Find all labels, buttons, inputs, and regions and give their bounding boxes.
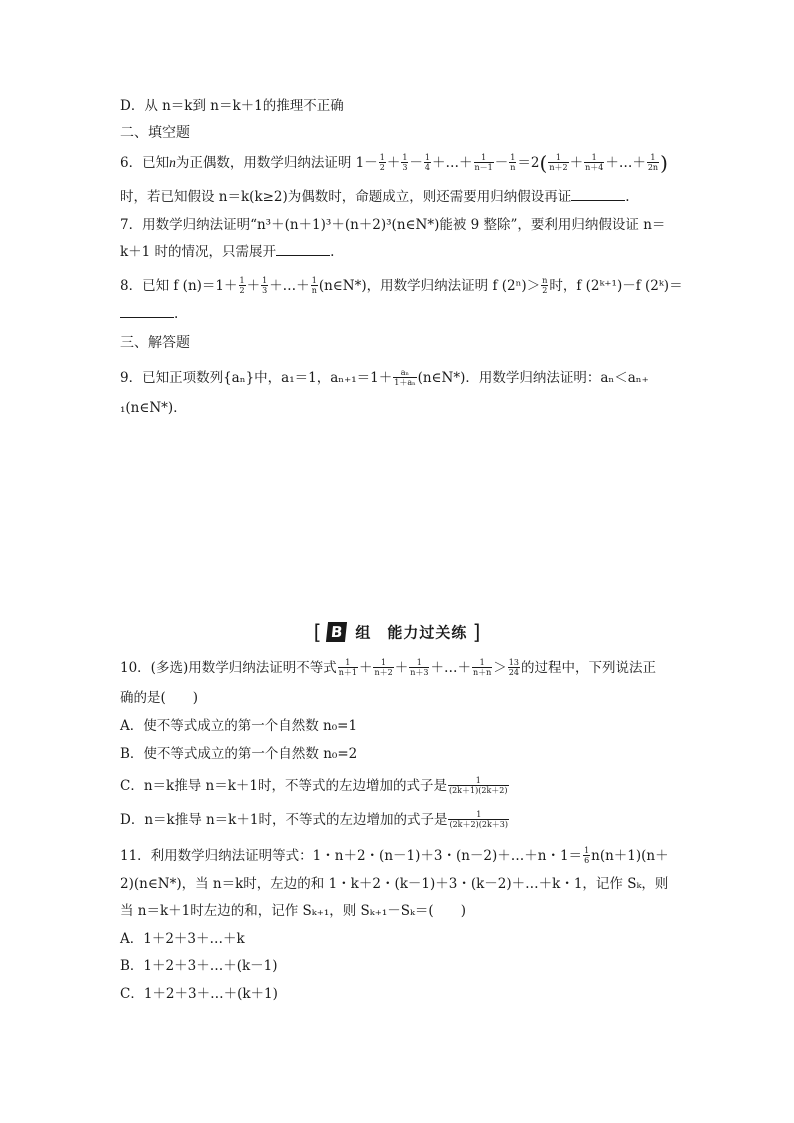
- q10-option-a[interactable]: A．使不等式成立的第一个自然数 n₀=1: [120, 718, 358, 734]
- frac-1-4: $\frac{1}{4}$: [424, 153, 431, 172]
- op: ＋: [358, 660, 373, 676]
- paren-right: ): [660, 150, 668, 175]
- q8-fn: f (n)＝1＋: [173, 278, 238, 294]
- op: ＋: [394, 660, 409, 676]
- q9-e: aₙ＜aₙ₊: [600, 370, 649, 386]
- frac-1-2: $\frac{1}{2}$: [379, 153, 385, 172]
- q11-option-b[interactable]: B．1＋2＋3＋…＋(k－1): [120, 958, 278, 974]
- op: ＋…＋: [605, 155, 646, 171]
- q6-hyp: n＝k(k≥2): [218, 189, 288, 205]
- frac-c-expr: $\frac{1}{(2k+1)(2k+2)}$: [448, 776, 508, 795]
- op: ＋: [569, 155, 584, 171]
- frac-1-6: $\frac{1}{6}$: [584, 846, 590, 865]
- q8-cond-end: 时，: [549, 278, 577, 294]
- q8-line1: [120, 276, 683, 296]
- q7-end: .: [330, 244, 335, 260]
- frac-d-expr: $\frac{1}{(2k+2)(2k+3)}$: [449, 810, 509, 829]
- q11-line1: [120, 846, 669, 866]
- op: ＋: [386, 155, 401, 171]
- q6-line1: [120, 150, 668, 175]
- q9-d: (n∈N*)．用数学归纳法证明：: [417, 370, 601, 386]
- frac-1-n+1: $\frac{1}{n+1}$: [338, 658, 357, 677]
- frac-1-n+4: $\frac{1}{n+4}$: [585, 153, 604, 172]
- q7-answer-blank[interactable]: [276, 243, 330, 256]
- q8-cond: f (2ⁿ)＞: [492, 278, 541, 294]
- q6-text3: 为偶数时，命题成立，则还需要用归纳假设再证: [287, 189, 572, 205]
- q10-option-b[interactable]: B．使不等式成立的第一个自然数 n₀=2: [120, 746, 358, 762]
- q9-line2: ₁(n∈N*)．: [120, 400, 187, 416]
- frac-1-2: $\frac{1}{2}$: [239, 276, 245, 295]
- q11-line2: 2)(n∈N*)，当 n＝k时，左边的和 1・k＋2・(k－1)＋3・(k－2)＋…＋k・1，记作 Sₖ，则: [120, 876, 669, 892]
- q10-d-text: D．n＝k推导 n＝k＋1时，不等式的左边增加的式子是: [120, 812, 448, 828]
- q10-text1: 10．(多选)用数学归纳法证明不等式: [120, 660, 337, 676]
- section-fill-blank-heading: 二、填空题: [120, 125, 190, 141]
- op: ＝2: [517, 155, 540, 171]
- q6-lead: 6．已知: [120, 155, 170, 171]
- q6-text2: 时，若已知假设: [120, 189, 215, 205]
- q7-text1: 7．用数学归纳法证明“n³＋(n＋1)³＋(n＋2)³(n∈N*)能被 9 整除”，要利用归纳假设证: [120, 217, 639, 233]
- op: －: [409, 155, 423, 171]
- op: －: [494, 155, 509, 171]
- q10-option-d[interactable]: [120, 810, 510, 830]
- q9-line1: [120, 368, 649, 388]
- q5-option-d: D．从 n＝k到 n＝k＋1的推理不正确: [120, 98, 344, 114]
- group-b-title: 组 能力过关练: [355, 623, 468, 642]
- q6-line2: [120, 187, 630, 207]
- frac-13-24: $\frac{13}{24}$: [508, 658, 519, 677]
- q9-b: a₁＝1，: [281, 370, 331, 386]
- q11-text1b: n(n＋1)(n＋: [591, 848, 669, 864]
- q7-line2: [120, 242, 334, 262]
- op: ＋…＋: [432, 155, 473, 171]
- frac-1-n: $\frac{1}{n}$: [510, 153, 516, 172]
- q6-text1: 为正偶数，用数学归纳法证明 1－: [175, 155, 378, 171]
- frac-an-1+an: $\frac{\text{aₙ}}{\text{1＋aₙ}}$: [394, 368, 416, 387]
- q9-a: 9．已知正项数列{aₙ}中，: [120, 370, 282, 386]
- op: ＋…＋: [430, 660, 471, 676]
- q11-line3: 当 n＝k＋1时左边的和，记作 Sₖ₊₁，则 Sₖ₊₁－Sₖ＝( ): [120, 903, 466, 919]
- q10-line1: [120, 658, 656, 678]
- q8-tail: (n∈N*)，用数学归纳法证明: [318, 278, 489, 294]
- frac-1-n: $\frac{1}{n}$: [311, 276, 317, 295]
- paren-left: (: [539, 150, 548, 175]
- op: ＋…＋: [269, 278, 310, 294]
- frac-1-n+3: $\frac{1}{n+3}$: [410, 658, 429, 677]
- q10-option-c[interactable]: [120, 776, 510, 796]
- q8-answer-blank[interactable]: [120, 305, 174, 318]
- q7-text2: k＋1 时的情况，只需展开: [120, 244, 277, 260]
- group-b-banner: [0, 620, 794, 644]
- bracket-right: ]: [472, 620, 481, 644]
- q7-line1: [120, 215, 665, 235]
- q8-line2: [120, 304, 178, 324]
- frac-1-n+n: $\frac{1}{n+n}$: [472, 658, 492, 677]
- q6-answer-blank[interactable]: [571, 188, 625, 201]
- q7-text1-end: n＝: [643, 217, 666, 233]
- q11-option-c[interactable]: C．1＋2＋3＋…＋(k＋1): [120, 986, 278, 1002]
- op: ＞: [493, 660, 507, 676]
- q10-line2: 确的是( ): [120, 690, 199, 706]
- q6-end: .: [625, 189, 630, 205]
- q10-c-text: C．n＝k推导 n＝k＋1时，不等式的左边增加的式子是: [120, 778, 447, 794]
- section-solve-heading: 三、解答题: [120, 335, 190, 351]
- frac-1-2n: $\frac{1}{2n}$: [647, 153, 659, 172]
- bracket-left: [: [313, 620, 322, 644]
- group-b-badge: B: [326, 622, 348, 642]
- frac-1-3: $\frac{1}{3}$: [262, 276, 268, 295]
- q10-text2: 的过程中，下列说法正: [520, 660, 656, 676]
- q8-text1: 8．已知: [120, 278, 170, 294]
- q11-text1: 11．利用数学归纳法证明等式：1・n＋2・(n－1)＋3・(n－2)＋…＋n・1＝: [120, 848, 583, 864]
- frac-1-n+2: $\frac{1}{n+2}$: [549, 153, 568, 172]
- frac-1-3: $\frac{1}{3}$: [402, 153, 408, 172]
- q8-end: .: [174, 306, 179, 322]
- op: ＋: [246, 278, 261, 294]
- q9-c: aₙ₊₁＝1＋: [330, 370, 393, 386]
- frac-1-n+2: $\frac{1}{n+2}$: [374, 658, 393, 677]
- frac-n-2: $\frac{n}{2}$: [542, 276, 548, 295]
- q11-option-a[interactable]: A．1＋2＋3＋…＋k: [120, 931, 245, 947]
- q8-ask: f (2ᵏ⁺¹)－f (2ᵏ)＝: [576, 278, 683, 294]
- q6-n: n: [169, 155, 176, 170]
- frac-1-n-1: $\frac{1}{n-1}$: [474, 153, 493, 172]
